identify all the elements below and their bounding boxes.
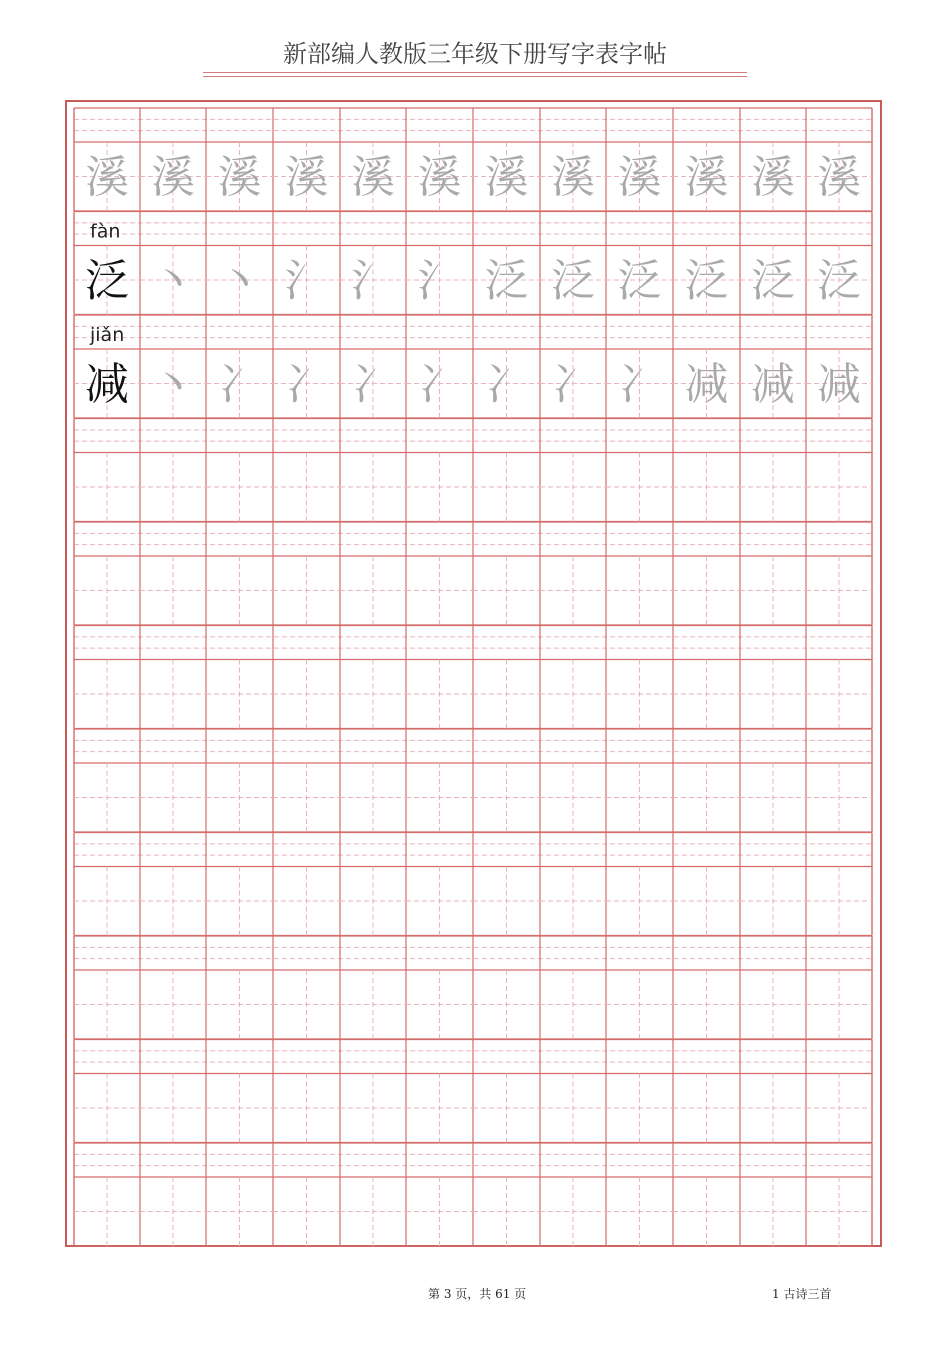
trace-character: 溪: [751, 152, 795, 203]
trace-character: 氵: [351, 255, 395, 307]
trace-character: 溪: [817, 152, 861, 203]
pinyin-label: fàn: [90, 220, 121, 243]
trace-character: 泛: [684, 255, 729, 307]
trace-character: 冫: [484, 359, 529, 410]
trace-character: 减: [684, 359, 729, 410]
trace-character: 冫: [551, 359, 595, 410]
trace-character: 冫: [217, 359, 262, 410]
trace-character: 溪: [551, 152, 595, 203]
trace-character: 泛: [484, 255, 529, 307]
trace-character: 冫: [417, 359, 462, 410]
trace-character: 泛: [751, 255, 795, 307]
model-character: 泛: [85, 255, 129, 307]
trace-character: 丶: [217, 255, 262, 307]
trace-character: 泛: [617, 255, 662, 307]
trace-character: 泛: [551, 255, 595, 307]
model-character: 减: [85, 359, 129, 410]
trace-character: 减: [817, 359, 861, 410]
pinyin-label: jiǎn: [90, 324, 125, 346]
trace-character: 减: [751, 359, 795, 410]
trace-character: 冫: [351, 359, 395, 410]
trace-character: 溪: [151, 152, 195, 203]
trace-character: 溪: [684, 152, 729, 203]
trace-character: 冫: [284, 359, 329, 410]
page-number: 第 3 页，共 61 页: [428, 1287, 527, 1301]
trace-character: 丶: [151, 359, 195, 410]
trace-character: 冫: [617, 359, 662, 410]
trace-character: 溪: [217, 152, 262, 203]
trace-character: 泛: [817, 255, 861, 307]
trace-character: 溪: [85, 152, 129, 203]
trace-character: 氵: [284, 255, 329, 307]
page-title: 新部编人教版三年级下册写字表字帖: [283, 40, 667, 68]
trace-character: 溪: [417, 152, 462, 203]
lesson-label: 1 古诗三首: [772, 1287, 832, 1301]
trace-character: 丶: [151, 255, 195, 307]
trace-character: 溪: [617, 152, 662, 203]
trace-character: 溪: [284, 152, 329, 203]
trace-character: 溪: [351, 152, 395, 203]
trace-character: 溪: [484, 152, 529, 203]
trace-character: 氵: [417, 255, 462, 307]
